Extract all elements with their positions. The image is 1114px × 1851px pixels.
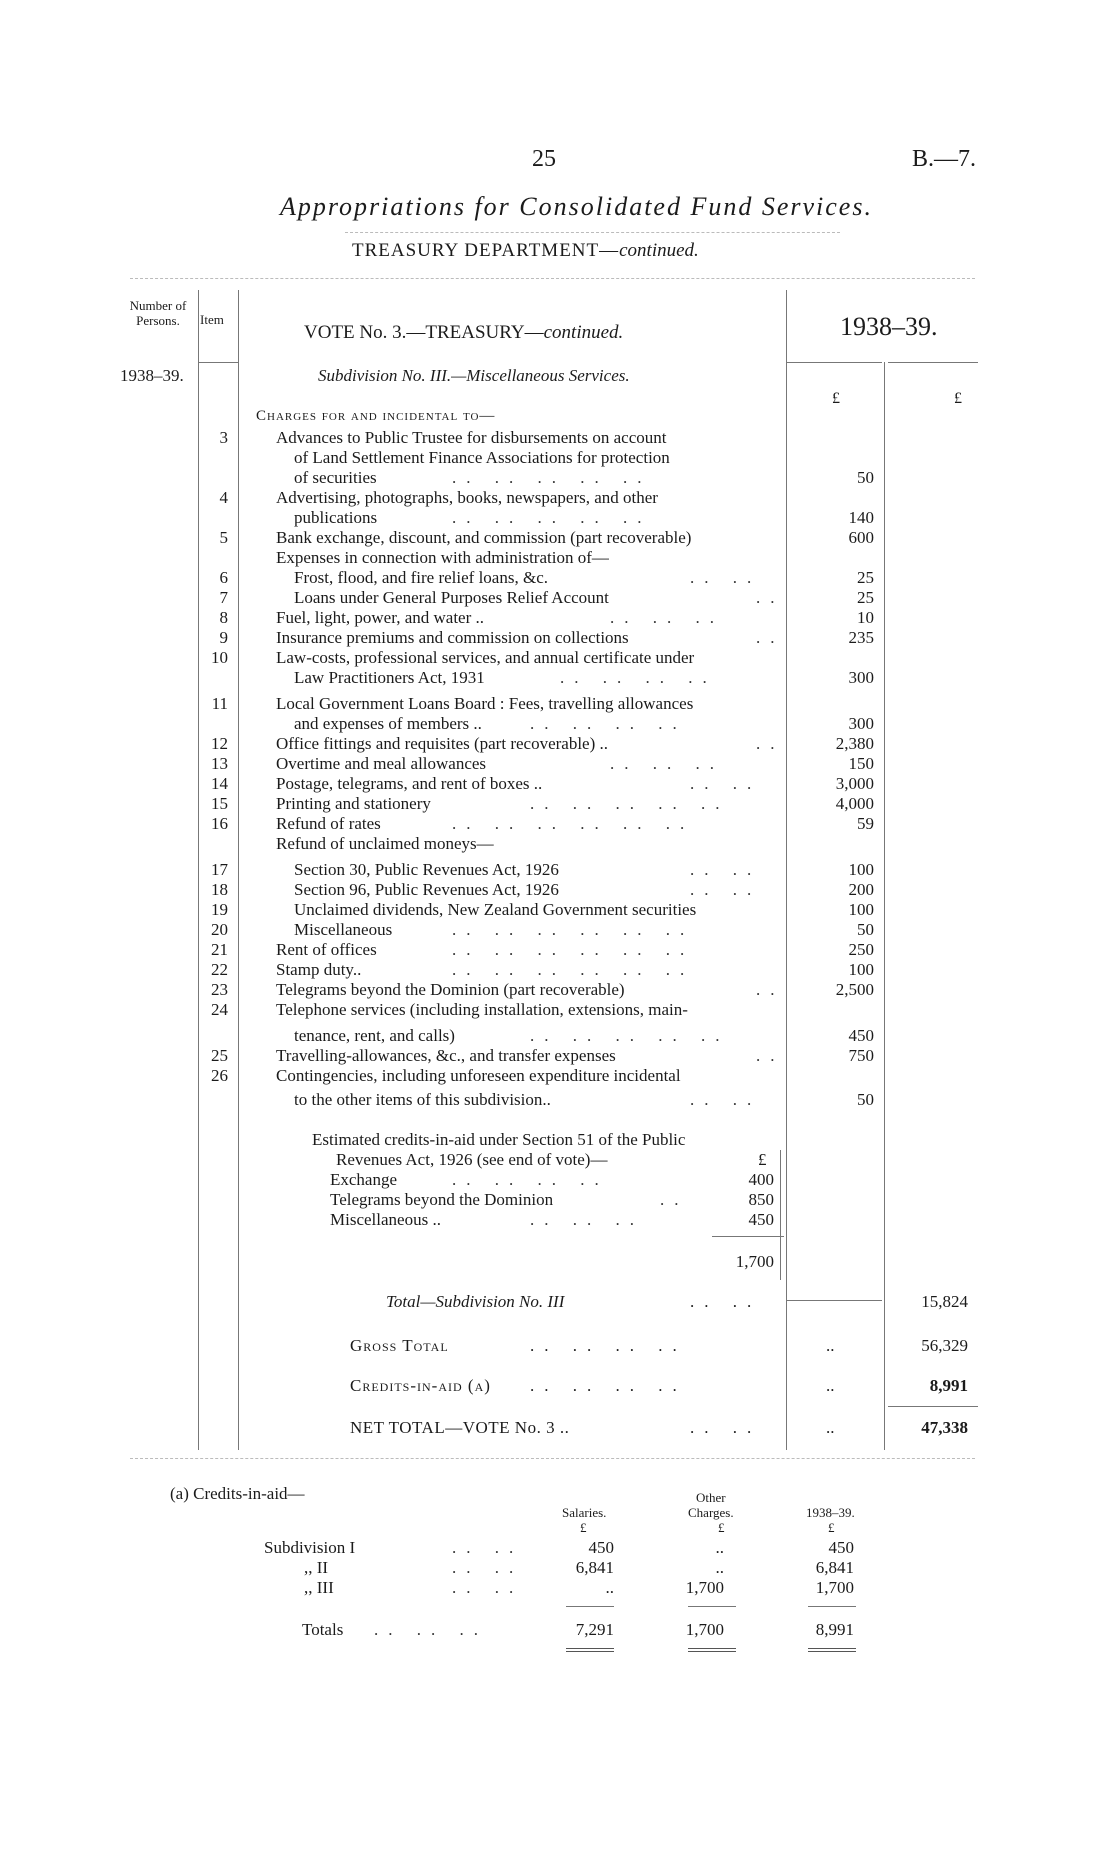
leader-dots: .. .. (690, 568, 762, 587)
year-heading: 1938–39. (840, 312, 938, 341)
item-number: 10 (211, 648, 228, 667)
list-item (0, 694, 1114, 714)
credits-entry-amount: 850 (748, 1190, 774, 1209)
list-item (0, 794, 1114, 814)
leader-dots: .. .. (690, 1090, 762, 1109)
list-item-continued (0, 448, 1114, 468)
item-description: Postage, telegrams, and rent of boxes .. (276, 774, 543, 793)
leader-dots: .. .. (452, 1538, 524, 1557)
item-number: 26 (211, 1066, 228, 1085)
item-description: Insurance premiums and commission on collections (276, 628, 629, 647)
charges-heading: Charges for and incidental to— (256, 408, 496, 424)
item-description: Section 30, Public Revenues Act, 1926 (294, 860, 559, 879)
item-header: Item (200, 312, 224, 327)
list-item (0, 1000, 1114, 1020)
list-item-continued (0, 508, 1114, 528)
footnote-salaries: 6,841 (575, 1558, 614, 1577)
credits-entry (0, 1190, 1114, 1210)
pound-sign-total: £ (954, 390, 962, 407)
credits-column-line (780, 1150, 781, 1280)
vote-continued: continued. (543, 322, 624, 343)
footnote-salaries: .. (605, 1578, 614, 1597)
item-amount: 100 (848, 960, 874, 979)
item-amount: 3,000 (835, 774, 874, 793)
list-item (0, 900, 1114, 920)
persons-header-number: Number of (129, 298, 187, 313)
list-item (0, 754, 1114, 774)
gross-total-value: 56,329 (921, 1336, 968, 1355)
credits-entry-label: Exchange (330, 1170, 398, 1189)
credits-pound-sign: £ (758, 1150, 767, 1169)
item-number: 13 (211, 754, 228, 773)
item-amount: 600 (848, 528, 874, 547)
item-description: Stamp duty.. (276, 960, 362, 979)
list-item (0, 1046, 1114, 1066)
item-description: Overtime and meal allowances (276, 754, 487, 773)
credits-entry-amount: 400 (748, 1170, 774, 1189)
item-description: tenance, rent, and calls) (294, 1026, 455, 1045)
item-description: to the other items of this subdivision.. (294, 1090, 551, 1109)
page-title: Appropriations for Consolidated Fund Services. (280, 192, 873, 221)
item-description: Rent of offices (276, 940, 377, 959)
leader-dots: .. (756, 980, 785, 999)
list-item (0, 814, 1114, 834)
credits-entry-label: Telegrams beyond the Dominion (330, 1190, 554, 1209)
footnote-pound-salaries: £ (580, 1520, 587, 1535)
footnote-salaries: 450 (588, 1538, 614, 1557)
footnote-other: .. (715, 1538, 724, 1557)
subtotal-rule (786, 1300, 882, 1301)
footnote-double-rule (688, 1648, 736, 1652)
footnote-totals-total: 8,991 (815, 1620, 854, 1639)
item-number: 23 (211, 980, 228, 999)
leader-dots: .. (826, 1376, 835, 1395)
item-amount: 50 (857, 1090, 874, 1109)
item-description: Loans under General Purposes Relief Account (294, 588, 609, 607)
pound-sign-amount: £ (832, 390, 840, 407)
item-amount: 10 (857, 608, 874, 627)
footnote-totals-salaries: 7,291 (575, 1620, 614, 1639)
footnote-other: .. (715, 1558, 724, 1577)
list-item (0, 980, 1114, 1000)
table-top-rule (130, 278, 975, 279)
footnote-totals-row (0, 1620, 1114, 1640)
item-number: 15 (211, 794, 228, 813)
leader-dots: .. .. .. .. (560, 668, 717, 687)
document-reference: B.—7. (912, 146, 977, 172)
leader-dots: .. .. (452, 1558, 524, 1577)
net-total-value: 47,338 (921, 1418, 968, 1437)
item-amount: 140 (848, 508, 874, 527)
leader-dots: .. .. (690, 774, 762, 793)
leader-dots: .. .. (690, 880, 762, 899)
credits-entry (0, 1210, 1114, 1230)
item-number: 6 (219, 568, 228, 587)
vote-title: VOTE No. 3.—TREASURY— (304, 322, 544, 343)
item-description: Section 96, Public Revenues Act, 1926 (294, 880, 559, 899)
footnote-row-label: ,, III (304, 1578, 334, 1597)
footnote-double-rule (808, 1648, 856, 1652)
item-description: Office fittings and requisites (part recoverable) .. (276, 734, 608, 753)
list-item (0, 428, 1114, 448)
footnote-col-other-2: Charges. (688, 1505, 734, 1520)
footnote-pound-other: £ (718, 1520, 725, 1535)
page-number: 25 (532, 146, 556, 172)
item-description: Refund of unclaimed moneys— (276, 834, 494, 853)
footnote-totals-label: Totals (302, 1620, 344, 1639)
footnote-totals-other: 1,700 (685, 1620, 724, 1639)
leader-dots: .. .. .. .. (530, 714, 687, 733)
footnote-rule (808, 1606, 856, 1607)
leader-dots: .. (756, 588, 785, 607)
leader-dots: .. .. .. (610, 608, 724, 627)
list-item (0, 734, 1114, 754)
leader-dots: .. .. .. .. .. (452, 468, 652, 487)
list-item (0, 774, 1114, 794)
footnote-total: 450 (828, 1538, 854, 1557)
table-bottom-rule (130, 1458, 975, 1459)
item-amount: 50 (857, 920, 874, 939)
list-item (0, 860, 1114, 880)
item-description: Refund of rates (276, 814, 381, 833)
item-number: 7 (219, 588, 228, 607)
footnote-rule (688, 1606, 736, 1607)
item-description: Law Practitioners Act, 1931 (294, 668, 485, 687)
item-description: Travelling-allowances, &c., and transfer expenses (276, 1046, 616, 1065)
list-item (0, 608, 1114, 628)
list-item-continued (0, 1026, 1114, 1046)
leader-dots: .. .. .. .. .. (452, 508, 652, 527)
net-total-rule-top (888, 1406, 978, 1407)
item-amount: 50 (857, 468, 874, 487)
item-number: 24 (211, 1000, 228, 1019)
list-subheading (0, 834, 1114, 854)
year-header-rule (786, 362, 882, 363)
item-amount: 300 (848, 714, 874, 733)
persons-header (122, 298, 194, 328)
list-item (0, 940, 1114, 960)
item-description: Frost, flood, and fire relief loans, &c. (294, 568, 548, 587)
item-amount: 4,000 (835, 794, 874, 813)
leader-dots: .. .. .. .. .. .. (452, 960, 695, 979)
leader-dots: .. .. .. (610, 754, 724, 773)
credits-total-rule (712, 1236, 784, 1237)
persons-year: 1938–39. (120, 366, 184, 385)
item-description: Expenses in connection with administration of— (276, 548, 609, 567)
item-number: 21 (211, 940, 228, 959)
footnote-total: 6,841 (815, 1558, 854, 1577)
leader-dots: .. (756, 734, 785, 753)
leader-dots: .. .. .. .. .. .. (452, 940, 695, 959)
item-amount: 450 (848, 1026, 874, 1045)
department-continued: continued. (619, 240, 699, 261)
item-number: 17 (211, 860, 228, 879)
list-item-continued (0, 668, 1114, 688)
list-item-continued (0, 714, 1114, 734)
item-description: Unclaimed dividends, New Zealand Government securities (294, 900, 697, 919)
footnote-row-label: ,, II (304, 1558, 329, 1577)
footnote-col-year: 1938–39. (806, 1505, 855, 1520)
leader-dots: .. .. .. .. (530, 1336, 687, 1355)
title-rule (345, 232, 840, 233)
subdivision-heading: Subdivision No. III.—Miscellaneous Services. (318, 366, 630, 385)
item-amount: 750 (848, 1046, 874, 1065)
subdivision-total-label: Total—Subdivision No. III (386, 1292, 565, 1311)
list-item (0, 628, 1114, 648)
item-amount: 235 (848, 628, 874, 647)
item-amount: 300 (848, 668, 874, 687)
item-number: 9 (219, 628, 228, 647)
vote-heading (304, 322, 623, 344)
item-amount: 2,380 (835, 734, 874, 753)
credits-entry-label: Miscellaneous .. (330, 1210, 441, 1229)
list-item (0, 528, 1114, 548)
item-amount: 200 (848, 880, 874, 899)
credits-in-aid-value: 8,991 (929, 1376, 968, 1395)
leader-dots: .. .. .. .. (452, 1170, 609, 1189)
footnote-rule (566, 1606, 614, 1607)
item-description: Law-costs, professional services, and annual certificate under (276, 648, 695, 667)
net-total-label: NET TOTAL—VOTE No. 3 .. (350, 1418, 570, 1437)
item-amount: 59 (857, 814, 874, 833)
department-heading (352, 240, 699, 262)
leader-dots: .. .. .. .. .. .. (452, 920, 695, 939)
item-description: and expenses of members .. (294, 714, 482, 733)
persons-header-rule (198, 362, 238, 363)
footnote-row-label: Subdivision I (264, 1538, 356, 1557)
item-amount: 250 (848, 940, 874, 959)
leader-dots: .. .. .. (530, 1210, 644, 1229)
item-number: 8 (219, 608, 228, 627)
list-item (0, 1066, 1114, 1086)
leader-dots: .. (660, 1190, 689, 1209)
footnote-row (0, 1578, 1114, 1598)
leader-dots: .. .. (690, 1292, 762, 1311)
footnote-col-other-1: Other (696, 1490, 726, 1505)
item-description: Printing and stationery (276, 794, 431, 813)
item-number: 11 (211, 694, 228, 713)
item-number: 14 (211, 774, 228, 793)
leader-dots: .. .. .. .. .. .. (452, 814, 695, 833)
footnote-other: 1,700 (685, 1578, 724, 1597)
credits-entry (0, 1170, 1114, 1190)
leader-dots: .. (826, 1418, 835, 1437)
department-name: TREASURY DEPARTMENT— (352, 240, 620, 261)
item-amount: 100 (848, 860, 874, 879)
footnote-row (0, 1558, 1114, 1578)
item-description: publications (294, 508, 378, 527)
item-number: 22 (211, 960, 228, 979)
leader-dots: .. (756, 1046, 785, 1065)
item-description: Local Government Loans Board : Fees, travelling allowances (276, 694, 694, 713)
item-description: Advertising, photographs, books, newspapers, and other (276, 488, 658, 507)
item-description: of securities (294, 468, 377, 487)
leader-dots: .. .. .. .. .. (530, 794, 730, 813)
item-description: Bank exchange, discount, and commission (part recoverable) (276, 528, 692, 547)
year-header-rule-2 (888, 362, 978, 363)
item-number: 4 (219, 488, 228, 507)
list-subheading (0, 548, 1114, 568)
item-description: Advances to Public Trustee for disbursements on account (276, 428, 667, 447)
leader-dots: .. .. .. (374, 1620, 488, 1639)
credits-in-aid-label: Credits-in-aid (a) (350, 1376, 491, 1395)
item-description: Miscellaneous (294, 920, 393, 939)
footnote-row (0, 1538, 1114, 1558)
footnote-col-salaries: Salaries. (562, 1505, 607, 1520)
item-description: of Land Settlement Finance Associations for protection (294, 448, 670, 467)
list-item (0, 880, 1114, 900)
leader-dots: .. .. (690, 1418, 762, 1437)
list-item-continued (0, 1090, 1114, 1110)
item-description: Telegrams beyond the Dominion (part recoverable) (276, 980, 625, 999)
list-item (0, 588, 1114, 608)
footnote-pound-year: £ (828, 1520, 835, 1535)
list-item (0, 920, 1114, 940)
footnote-total: 1,700 (815, 1578, 854, 1597)
item-number: 3 (219, 428, 228, 447)
item-number: 16 (211, 814, 228, 833)
item-description: Contingencies, including unforeseen expenditure incidental (276, 1066, 681, 1085)
footnote-heading: (a) Credits-in-aid— (170, 1484, 305, 1503)
item-amount: 25 (857, 588, 874, 607)
leader-dots: .. (826, 1336, 835, 1355)
persons-header-persons: Persons. (136, 313, 180, 328)
credits-estimate-line2: Revenues Act, 1926 (see end of vote)— (336, 1150, 608, 1169)
credits-estimate-total: 1,700 (735, 1252, 774, 1271)
item-number: 20 (211, 920, 228, 939)
item-number: 12 (211, 734, 228, 753)
item-description: Telephone services (including installation, extensions, main- (276, 1000, 688, 1019)
leader-dots: .. (756, 628, 785, 647)
leader-dots: .. .. .. .. .. (530, 1026, 730, 1045)
item-amount: 100 (848, 900, 874, 919)
list-item (0, 488, 1114, 508)
list-item (0, 960, 1114, 980)
leader-dots: .. .. (690, 860, 762, 879)
item-amount: 2,500 (835, 980, 874, 999)
list-item (0, 648, 1114, 668)
leader-dots: .. .. (452, 1578, 524, 1597)
credits-estimate-line1: Estimated credits-in-aid under Section 51 of the Public (312, 1130, 686, 1149)
list-item-continued (0, 468, 1114, 488)
gross-total-label: Gross Total (350, 1336, 449, 1355)
list-item (0, 568, 1114, 588)
subdivision-total-value: 15,824 (921, 1292, 968, 1311)
item-number: 5 (219, 528, 228, 547)
item-number: 25 (211, 1046, 228, 1065)
item-number: 19 (211, 900, 228, 919)
credits-entry-amount: 450 (748, 1210, 774, 1229)
footnote-double-rule (566, 1648, 614, 1652)
leader-dots: .. .. .. .. (530, 1376, 687, 1395)
item-amount: 150 (848, 754, 874, 773)
item-description: Fuel, light, power, and water .. (276, 608, 484, 627)
item-number: 18 (211, 880, 228, 899)
item-amount: 25 (857, 568, 874, 587)
